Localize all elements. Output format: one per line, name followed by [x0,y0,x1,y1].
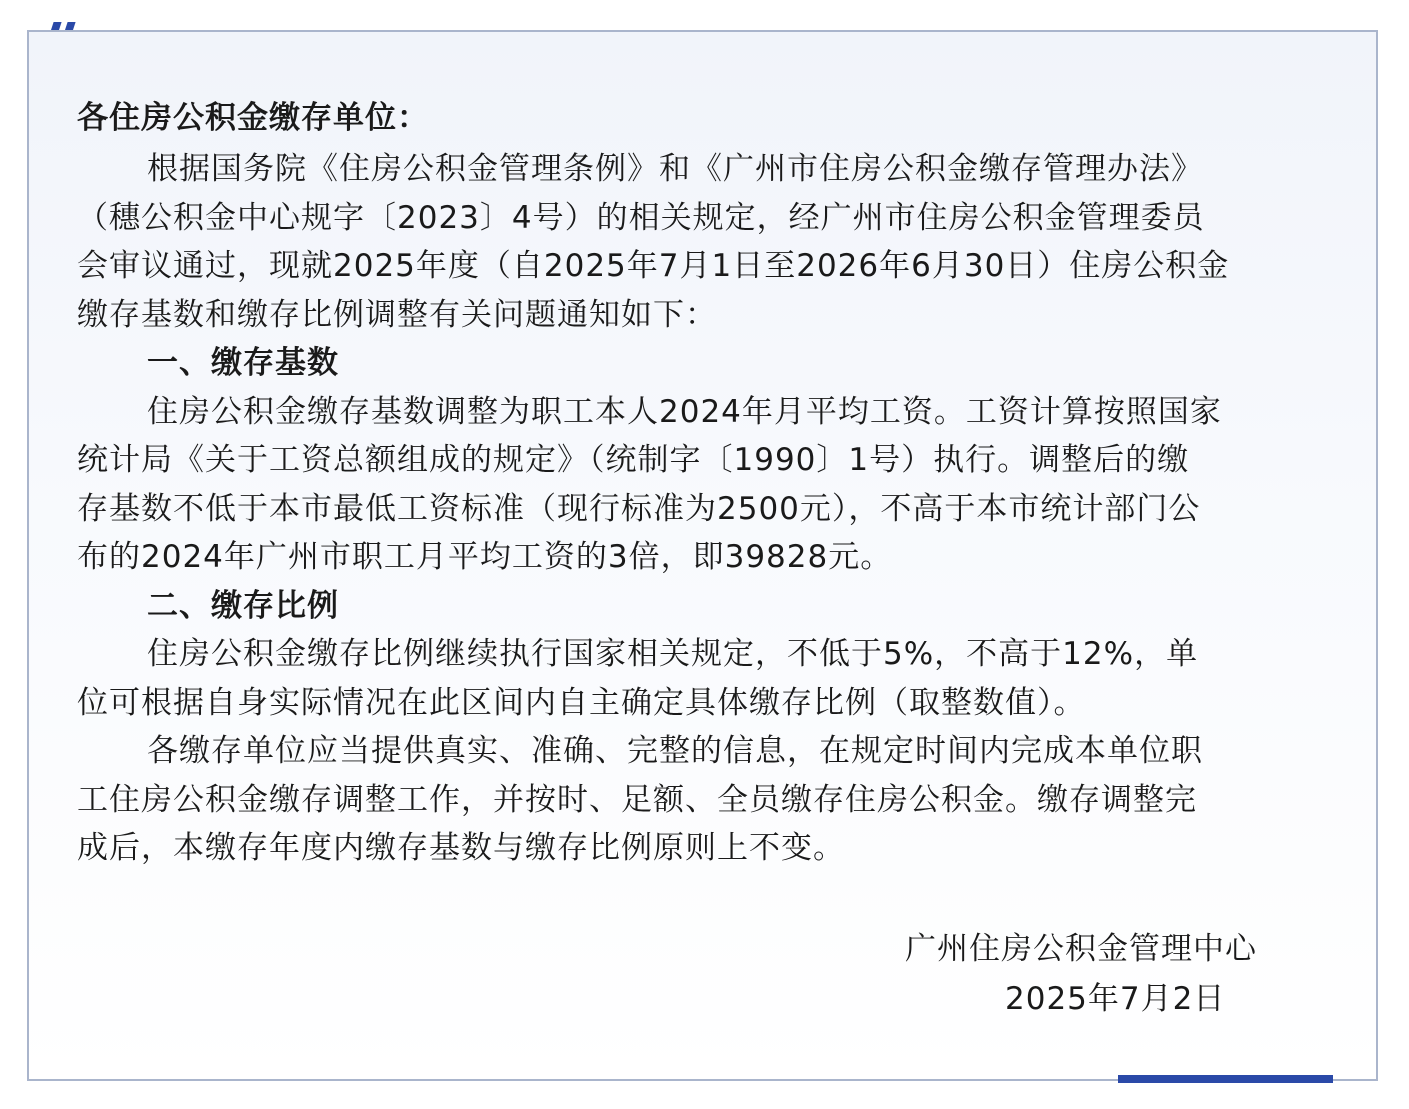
signature-block [905,924,1315,1024]
closing-line: 工住房公积金缴存调整工作，并按时、足额、全员缴存住房公积金。缴存调整完 [77,781,1197,818]
issuing-organization: 广州住房公积金管理中心 [905,931,1257,967]
section-ratio-line: 住房公积金缴存比例继续执行国家相关规定，不低于5%，不高于12%，单 [147,636,1199,672]
issue-date: 2025年7月2日 [1005,981,1226,1017]
section-base-line: 统计局《关于工资总额组成的规定》（统制字〔1990〕1号）执行。调整后的缴 [77,442,1190,478]
section-base-line: 存基数不低于本市最低工资标准（现行标准为2500元），不高于本市统计部门公 [77,490,1201,527]
intro-paragraph [77,145,1337,339]
section-ratio-line: 位可根据自身实际情况在此区间内自主确定具体缴存比例（取整数值）。 [77,684,1086,721]
notice-body [77,91,1337,873]
section-base-line: 布的2024年广州市职工月平均工资的3倍，即39828元。 [77,539,893,575]
section-base-line: 住房公积金缴存基数调整为职工本人2024年月平均工资。工资计算按照国家 [147,393,1222,430]
closing-line: 各缴存单位应当提供真实、准确、完整的信息，在规定时间内完成本单位职 [147,733,1203,769]
section-ratio-paragraph [77,630,1337,727]
intro-line: 缴存基数和缴存比例调整有关问题通知如下： [77,296,717,333]
intro-line: 会审议通过，现就2025年度（自2025年7月1日至2026年6月30日）住房公积金 [77,248,1230,284]
section-base-paragraph [77,388,1337,582]
intro-line: （穗公积金中心规字〔2023〕4号）的相关规定，经广州市住房公积金管理委员 [77,199,1205,236]
closing-line: 成后，本缴存年度内缴存基数与缴存比例原则上不变。 [77,830,845,866]
accent-bar [1118,1075,1333,1083]
section-heading-base: 一、缴存基数 [147,345,339,381]
salutation: 各住房公积金缴存单位： [77,100,429,136]
section-heading-ratio: 二、缴存比例 [147,587,339,624]
closing-paragraph [77,727,1337,873]
intro-line: 根据国务院《住房公积金管理条例》和《广州市住房公积金缴存管理办法》 [147,151,1203,187]
